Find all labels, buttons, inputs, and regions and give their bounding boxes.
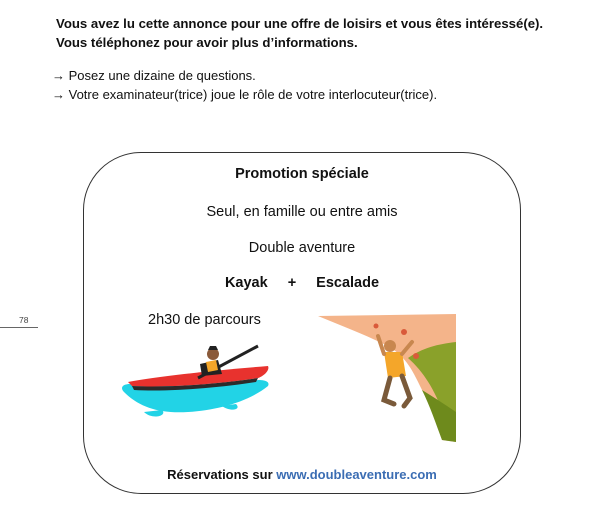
intro-line-1: Vous avez lu cette annonce pour une offre de loisirs et vous êtes intéressé(e). [56, 16, 544, 31]
ad-audience: Seul, en famille ou entre amis [206, 204, 398, 220]
reservation-label: Réservations sur [167, 467, 277, 482]
ad-duration: 2h30 de parcours [148, 312, 261, 328]
task-item: → Posez une dizaine de questions. [52, 68, 256, 83]
activity-kayak: Kayak [224, 275, 268, 291]
activity-climbing: Escalade [316, 275, 380, 291]
task-list [52, 66, 592, 104]
intro-line-2: Vous téléphonez pour avoir plus d’informations. [56, 35, 358, 50]
instructions-intro [56, 14, 576, 52]
reservation-website-link[interactable]: www.doubleaventure.com [276, 467, 437, 482]
page-number: 78 [19, 315, 29, 325]
ad-activities [83, 275, 521, 291]
climber-illustration [318, 312, 456, 442]
reservation-line [83, 467, 521, 482]
kayak-illustration [118, 340, 276, 420]
task-item: → Votre examinateur(trice) joue le rôle de votre interlocuteur(trice). [52, 87, 438, 102]
page-number-rule [0, 327, 38, 328]
plus-sign: + [287, 275, 297, 291]
ad-title: Promotion spéciale [235, 166, 369, 182]
ad-name: Double aventure [248, 240, 356, 256]
